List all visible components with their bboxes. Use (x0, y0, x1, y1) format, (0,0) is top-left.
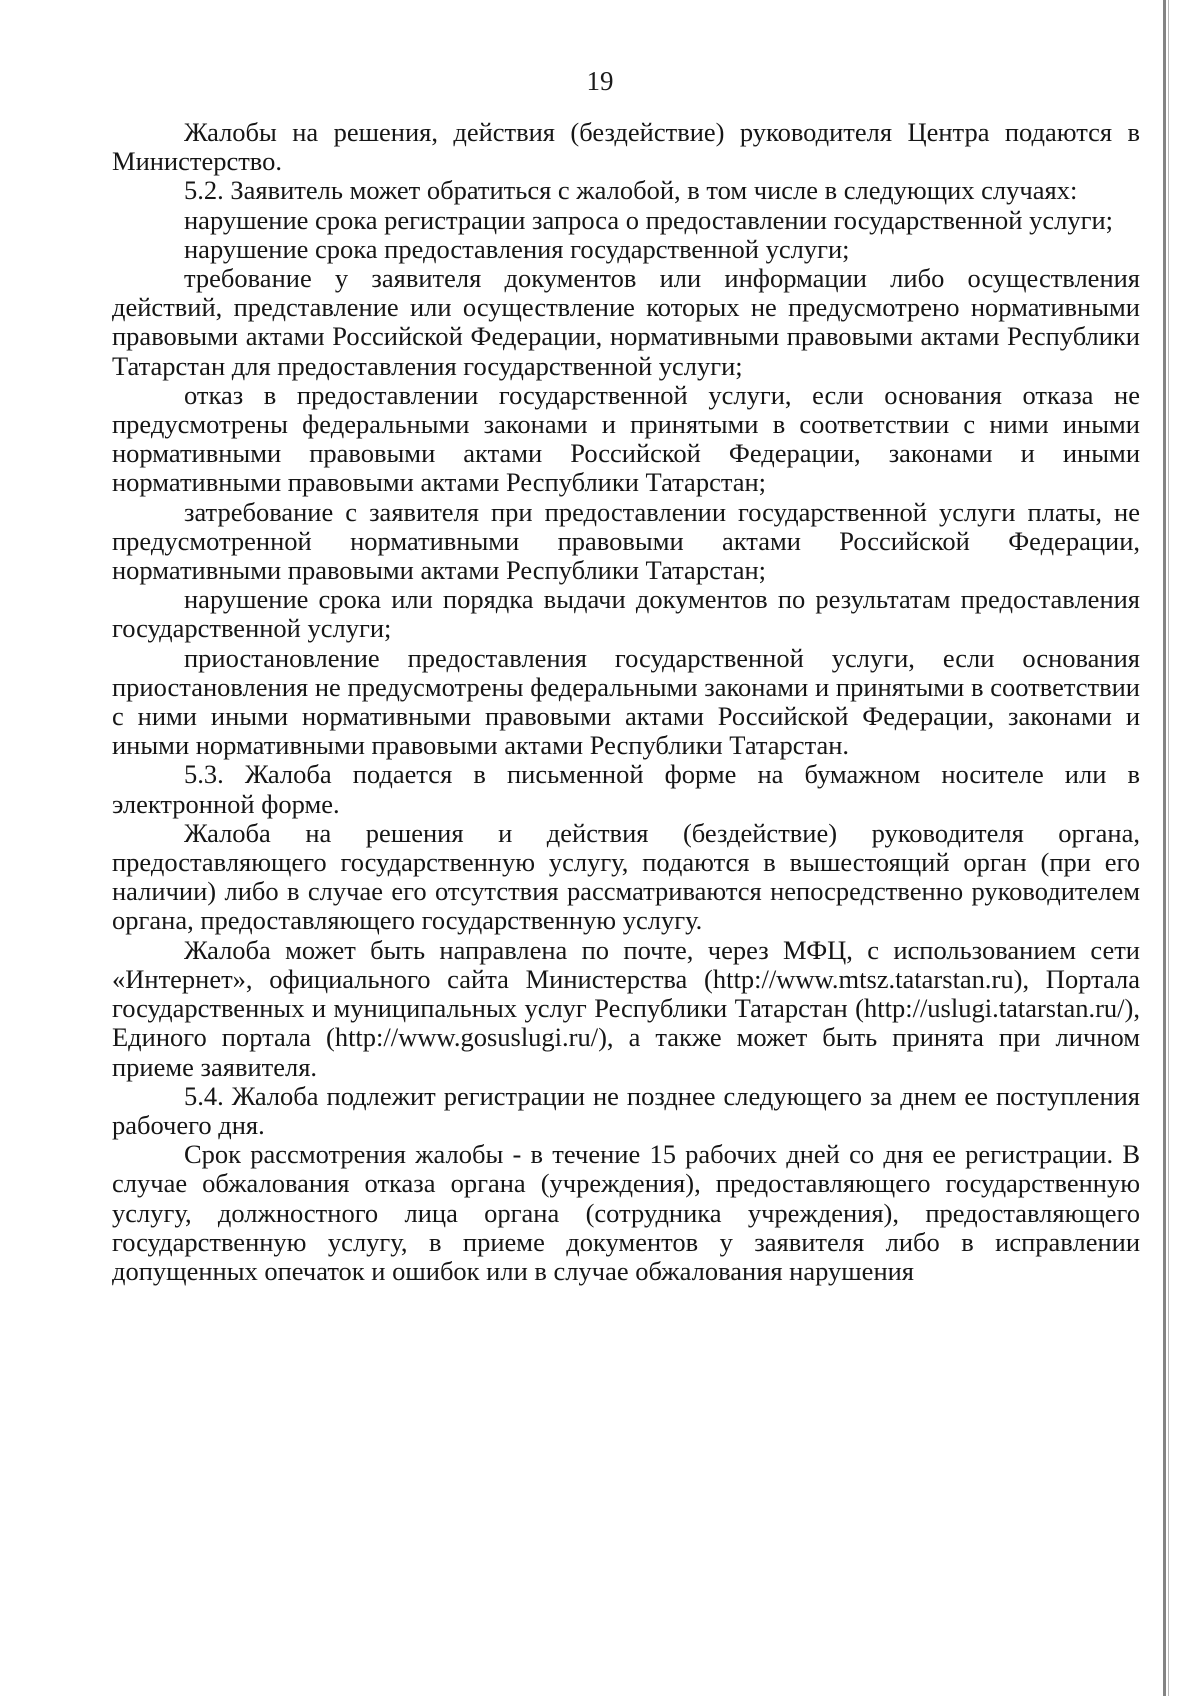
paragraph: Жалоба может быть направлена по почте, через МФЦ, с использованием сети «Интернет», официального сайта Министерства (http://www.mtsz.tatarstan.ru), Портала государственных и муниципальных услуг Республики Татарстан (http://uslugi.tatarstan.ru/), Единого портала (http://www.gosuslugi.ru/), а также может быть принята при личном приеме заявителя. (112, 934, 1140, 1082)
scan-edge-line (1163, 0, 1166, 1696)
paragraph: нарушение срока или порядка выдачи документов по результатам предоставления государственной услуги; (112, 584, 1140, 644)
paragraph: 5.4. Жалоба подлежит регистрации не позднее следующего за днем ее поступления рабочего дня. (112, 1080, 1140, 1140)
paragraph: 5.2. Заявитель может обратиться с жалобой, в том числе в следующих случаях: (184, 175, 1078, 206)
paragraph: 5.3. Жалоба подается в письменной форме на бумажном носителе или в электронной форме. (112, 759, 1140, 819)
paragraph: Жалобы на решения, действия (бездействие) руководителя Центра подаются в Министерство. (112, 117, 1140, 177)
paragraph: затребование с заявителя при предоставлении государственной услуги платы, не предусмотренной нормативными правовыми актами Российской Федерации, нормативными правовыми актами Республики Татарстан; (112, 496, 1140, 586)
body-text (112, 118, 1140, 1286)
paragraph: требование у заявителя документов или информации либо осуществления действий, представление или осуществление которых не предусмотрено нормативными правовыми актами Российской Федерации, нормативными правовыми актами Республики Татарстан для предоставления государственной услуги; (112, 263, 1140, 381)
paragraph: Жалоба на решения и действия (бездействие) руководителя органа, предоставляющего государственную услугу, подаются в вышестоящий орган (при его наличии) либо в случае его отсутствия рассматриваются непосредственно руководителем органа, предоставляющего государственную услугу. (112, 817, 1140, 936)
scan-edge-line-secondary (1168, 0, 1169, 1696)
page-number: 19 (586, 66, 614, 96)
paragraph: отказ в предоставлении государственной услуги, если основания отказа не предусмотрены федеральными законами и принятыми в соответствии с ними иными нормативными правовыми актами Российской Федерации, законами и иными нормативными правовыми актами Республики Татарстан; (112, 379, 1140, 498)
paragraph: приостановление предоставления государственной услуги, если основания приостановления не предусмотрены федеральными законами и принятыми в соответствии с ними иными нормативными правовыми актами Российской Федерации, законами и иными нормативными правовыми актами Республики Татарстан. (112, 642, 1140, 761)
paragraph: нарушение срока предоставления государственной услуги; (184, 233, 850, 264)
paragraph: Срок рассмотрения жалобы - в течение 15 рабочих дней со дня ее регистрации. В случае обжалования отказа органа (учреждения), предоставляющего государственную услугу, должностного лица органа (сотрудника учреждения), предоставляющего государственную услугу, в приеме документов у заявителя либо в исправлении допущенных опечаток и ошибок или в случае обжалования нарушения (112, 1139, 1140, 1286)
paragraph: нарушение срока регистрации запроса о предоставлении государственной услуги; (184, 204, 1113, 235)
